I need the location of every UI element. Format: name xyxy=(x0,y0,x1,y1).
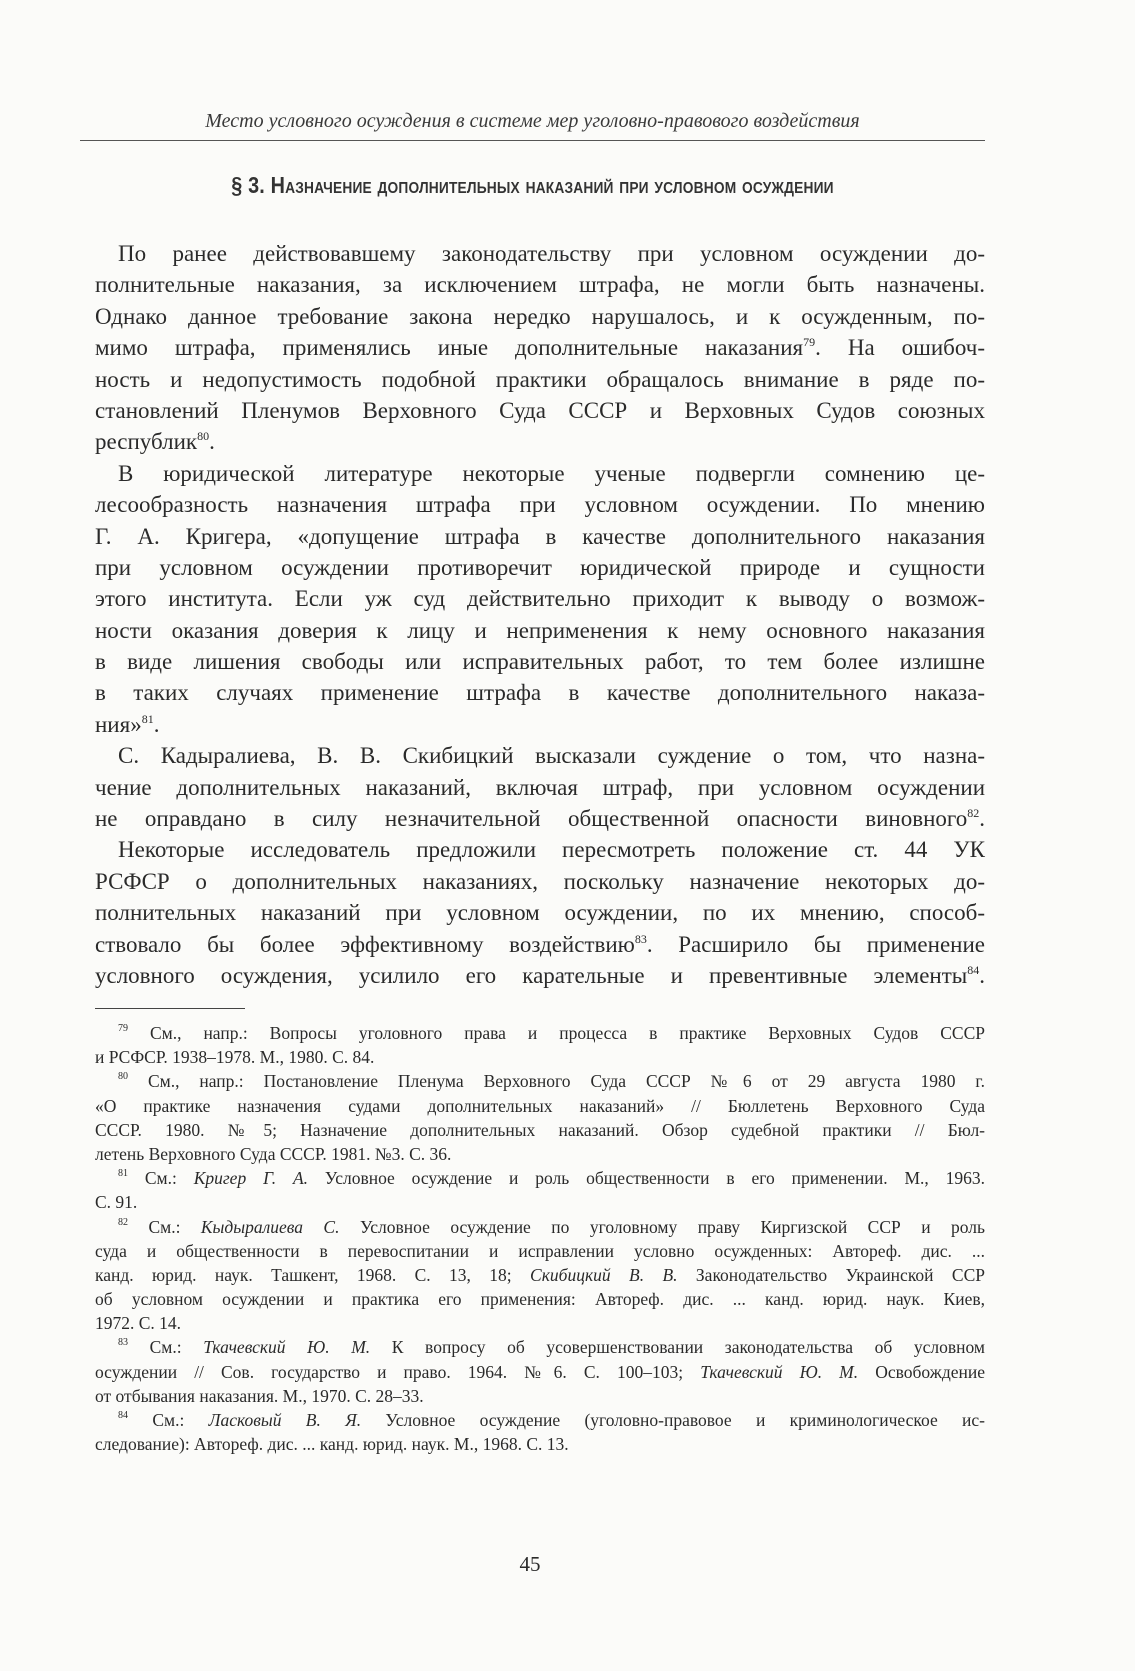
text-run: С. Кадыралиева, В. В. Скибицкий высказали суждение о том, что назна- xyxy=(118,743,985,769)
text-line xyxy=(95,426,985,457)
text-line xyxy=(95,1287,985,1311)
text-line xyxy=(95,552,985,583)
text-run: при условном осуждении противоречит юридической природе и сущности xyxy=(95,554,985,580)
text-line xyxy=(95,269,985,300)
text-run: ния» xyxy=(95,711,142,737)
footnote-ref: 83 xyxy=(118,1337,128,1349)
author-name: Кригер Г. А. xyxy=(193,1168,309,1189)
text-line xyxy=(95,615,985,646)
text-run: См.: xyxy=(128,1410,209,1430)
text-run: 1972. С. 14. xyxy=(95,1313,182,1334)
text-run: ствовало бы более эффективному воздействию xyxy=(95,931,635,957)
footnote xyxy=(95,1215,985,1336)
text-run: Однако данное требование закона нередко нарушалось, и к осужденным, по- xyxy=(95,303,985,329)
page-number: 45 xyxy=(519,1552,541,1576)
text-line xyxy=(95,1311,985,1335)
text-line xyxy=(95,929,985,960)
text-line xyxy=(95,364,985,395)
text-line xyxy=(95,1239,985,1263)
text-run: . На ошибоч- xyxy=(815,335,986,361)
text-run: от отбывания наказания. М., 1970. С. 28–33. xyxy=(95,1385,424,1406)
text-run: Освобождение xyxy=(858,1361,985,1382)
paragraph xyxy=(95,740,985,834)
text-run: . xyxy=(979,962,985,988)
text-line xyxy=(95,1094,985,1118)
text-run: ность и недопустимость подобной практики обращалось внимание в ряде по- xyxy=(95,366,985,392)
text-line xyxy=(95,1166,985,1190)
body-text xyxy=(95,238,985,991)
text-line xyxy=(95,646,985,677)
footnote-ref: 81 xyxy=(141,711,154,726)
text-run: Г. А. Кригера, «допущение штрафа в качестве дополнительного наказания xyxy=(95,523,985,549)
text-line xyxy=(95,803,985,834)
text-run: республик xyxy=(95,429,198,455)
footnote xyxy=(95,1335,985,1408)
paragraph xyxy=(95,834,985,991)
text-run: Условное осуждение по уголовному праву Киргизской ССР и роль xyxy=(339,1216,986,1237)
text-line xyxy=(95,1432,985,1456)
text-run: «О практике назначения судами дополнительных наказаний» // Бюллетень Верховного Суда xyxy=(95,1095,985,1116)
text-run: об условном осуждении и практика его применения: Автореф. дис. ... канд. юрид. наук. Киев, xyxy=(95,1289,985,1310)
text-line xyxy=(95,1190,985,1214)
text-run: См.: xyxy=(128,1337,204,1358)
author-name: Кыдыралиева С. xyxy=(200,1216,340,1237)
text-line xyxy=(95,332,985,363)
text-run: См., напр.: Вопросы уголовного права и процесса в практике Верховных Судов СССР xyxy=(128,1023,985,1043)
text-line xyxy=(95,1142,985,1166)
text-line xyxy=(95,866,985,897)
text-run: ности оказания доверия к лицу и неприменения к нему основного наказания xyxy=(95,617,985,643)
text-run: чение дополнительных наказаний, включая штраф, при условном осуждении xyxy=(95,774,985,800)
text-line xyxy=(95,395,985,426)
text-run: в таких случаях применение штрафа в качестве дополнительного наказа- xyxy=(95,680,985,706)
text-run: . xyxy=(153,711,160,737)
text-run: . xyxy=(979,806,985,832)
text-run: РСФСР о дополнительных наказаниях, поскольку назначение некоторых до- xyxy=(95,868,985,894)
text-run: мимо штрафа, применялись иные дополнительные наказания xyxy=(95,335,804,361)
footnote-ref: 81 xyxy=(118,1168,128,1180)
text-line xyxy=(95,897,985,928)
footnote xyxy=(95,1021,985,1069)
text-line xyxy=(95,301,985,332)
text-line xyxy=(95,772,985,803)
footnote xyxy=(95,1408,985,1456)
footnote-ref: 83 xyxy=(634,931,647,946)
author-name: Ткачевский Ю. М. xyxy=(700,1361,859,1382)
text-run: условного осуждения, усилило его карательные и превентивные элементы xyxy=(95,962,968,988)
footnote-ref: 84 xyxy=(118,1410,128,1421)
text-line xyxy=(95,1360,985,1384)
text-run: По ранее действовавшему законодательству при условном осуждении до- xyxy=(118,241,985,266)
footnote-ref: 79 xyxy=(118,1023,128,1034)
text-run: Условное осуждение и роль общественности в его применении. М., 1963. xyxy=(308,1168,985,1189)
text-run: См., напр.: Постановление Пленума Верховного Суда СССР №6 от 29 августа 1980 г. xyxy=(128,1071,985,1092)
text-run: и РСФСР. 1938–1978. М., 1980. С. 84. xyxy=(95,1047,375,1068)
text-run: В юридической литературе некоторые ученые подвергли сомнению це- xyxy=(118,460,985,486)
text-line xyxy=(95,1408,985,1432)
text-run: Некоторые исследователь предложили пересмотреть положение ст. 44 УК xyxy=(118,837,985,863)
text-line xyxy=(95,677,985,708)
footnote-ref: 80 xyxy=(197,429,210,444)
text-run: К вопросу об усовершенствовании законодательства об условном xyxy=(370,1337,986,1358)
text-line xyxy=(95,583,985,614)
header-rule xyxy=(80,140,985,141)
footnote-separator xyxy=(95,1008,245,1009)
text-line xyxy=(95,960,985,991)
text-line xyxy=(95,1069,985,1093)
footnote xyxy=(95,1166,985,1214)
text-line xyxy=(95,1384,985,1408)
author-name: Ласковый В. Я. xyxy=(208,1410,362,1430)
footnote-ref: 84 xyxy=(967,962,980,977)
footnote-ref: 80 xyxy=(118,1071,128,1083)
text-run: осуждении // Сов. государство и право. 1964. №6. С. 100–103; xyxy=(95,1361,701,1382)
text-run: С. 91. xyxy=(95,1192,138,1213)
text-line xyxy=(95,834,985,865)
text-run: Законодательство Украинской ССР xyxy=(677,1264,985,1285)
text-run: . Расширило бы применение xyxy=(646,931,985,957)
section-title: § 3. Назначение дополнительных наказаний при условном осуждении xyxy=(231,172,834,198)
paragraph xyxy=(95,238,985,458)
footnote xyxy=(95,1069,985,1166)
author-name: Скибицкий В. В. xyxy=(530,1264,678,1285)
author-name: Ткачевский Ю. М. xyxy=(203,1337,371,1358)
text-run: в виде лишения свободы или исправительных работ, то тем более излишне xyxy=(95,649,985,675)
text-line xyxy=(95,1045,985,1069)
paragraph xyxy=(95,458,985,741)
text-line xyxy=(95,458,985,489)
text-run: этого института. Если уж суд действительно приходит к выводу о возмож- xyxy=(95,586,985,612)
text-run: СССР. 1980. №5; Назначение дополнительных наказаний. Обзор судебной практики // Бюл- xyxy=(95,1119,985,1140)
text-run: См.: xyxy=(128,1168,194,1189)
footnote-ref: 82 xyxy=(118,1216,128,1228)
footnote-ref: 79 xyxy=(803,335,816,350)
text-line xyxy=(95,709,985,740)
text-run: полнительные наказания, за исключением штрафа, не могли быть назначены. xyxy=(95,272,985,298)
text-run: летень Верховного Суда СССР. 1981. №3. С. 36. xyxy=(95,1143,452,1164)
text-line xyxy=(95,1335,985,1359)
text-run: См.: xyxy=(128,1216,201,1237)
text-line xyxy=(95,740,985,771)
text-line xyxy=(95,489,985,520)
text-run: Условное осуждение (уголовно-правовое и криминологическое ис- xyxy=(361,1410,986,1430)
text-line xyxy=(95,1021,985,1045)
text-run: следование): Автореф. дис. ... канд. юрид. наук. М., 1968. С. 13. xyxy=(95,1434,569,1455)
text-run: лесообразность назначения штрафа при условном осуждении. По мнению xyxy=(95,492,985,518)
text-run: не оправдано в силу незначительной общественной опасности виновного xyxy=(95,806,968,832)
text-run: полнительных наказаний при условном осуждении, по их мнению, способ- xyxy=(95,900,985,926)
text-line xyxy=(95,1118,985,1142)
text-line xyxy=(95,521,985,552)
text-line xyxy=(95,1263,985,1287)
footnotes xyxy=(95,1021,985,1456)
text-line xyxy=(95,238,985,269)
text-run: канд. юрид. наук. Ташкент, 1968. С. 13, 18; xyxy=(95,1264,531,1285)
footnote-ref: 82 xyxy=(967,806,980,821)
text-run: становлений Пленумов Верховного Суда СССР и Верховных Судов союзных xyxy=(95,397,985,423)
text-run: суда и общественности в перевоспитании и исправлении условно осужденных: Автореф. дис. ... xyxy=(95,1240,985,1261)
text-line xyxy=(95,1215,985,1239)
running-head: Место условного осуждения в системе мер уголовно-правового воздействия xyxy=(205,110,860,132)
text-run: . xyxy=(209,429,215,455)
